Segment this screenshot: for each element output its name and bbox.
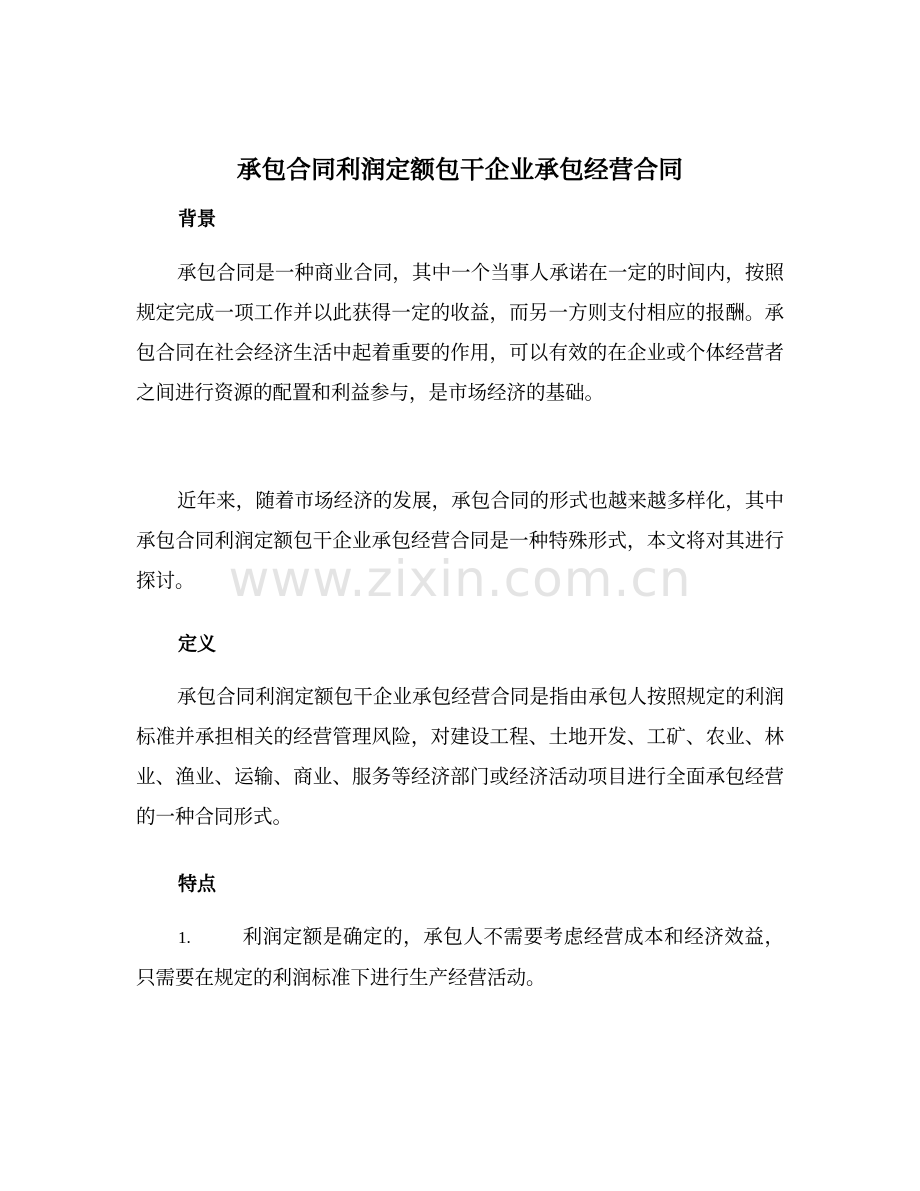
- section-heading-definition: 定义: [178, 633, 217, 655]
- section-heading-features: 特点: [178, 873, 217, 895]
- list-item-number: 1.: [178, 928, 191, 947]
- definition-paragraph: 承包合同利润定额包干企业承包经营合同是指由承包人按照规定的利润标准并承担相关的经营管理风险，对建设工程、土地开发、工矿、农业、林业、渔业、运输、商业、服务等经济部门或经济活动项目进行全面承包经营的一种合同形式。: [136, 685, 784, 828]
- list-item-text: 利润定额是确定的，承包人不需要考虑经营成本和经济效益，只需要在规定的利润标准下进行生产经营活动。: [136, 925, 784, 989]
- background-paragraph-1: 承包合同是一种商业合同，其中一个当事人承诺在一定的时间内，按照规定完成一项工作并以此获得一定的收益，而另一方则支付相应的报酬。承包合同在社会经济生活中起着重要的作用，可以有效的在企业或个体经营者之间进行资源的配置和利益参与，是市场经济的基础。: [136, 261, 784, 404]
- background-paragraph-2: 近年来，随着市场经济的发展，承包合同的形式也越来越多样化，其中承包合同利润定额包干企业承包经营合同是一种特殊形式，本文将对其进行探讨。: [136, 489, 784, 592]
- document-title: 承包合同利润定额包干企业承包经营合同: [236, 155, 684, 184]
- section-heading-background: 背景: [178, 208, 217, 230]
- watermark: www.zixin.com.cn: [228, 550, 692, 608]
- list-item: [136, 917, 784, 998]
